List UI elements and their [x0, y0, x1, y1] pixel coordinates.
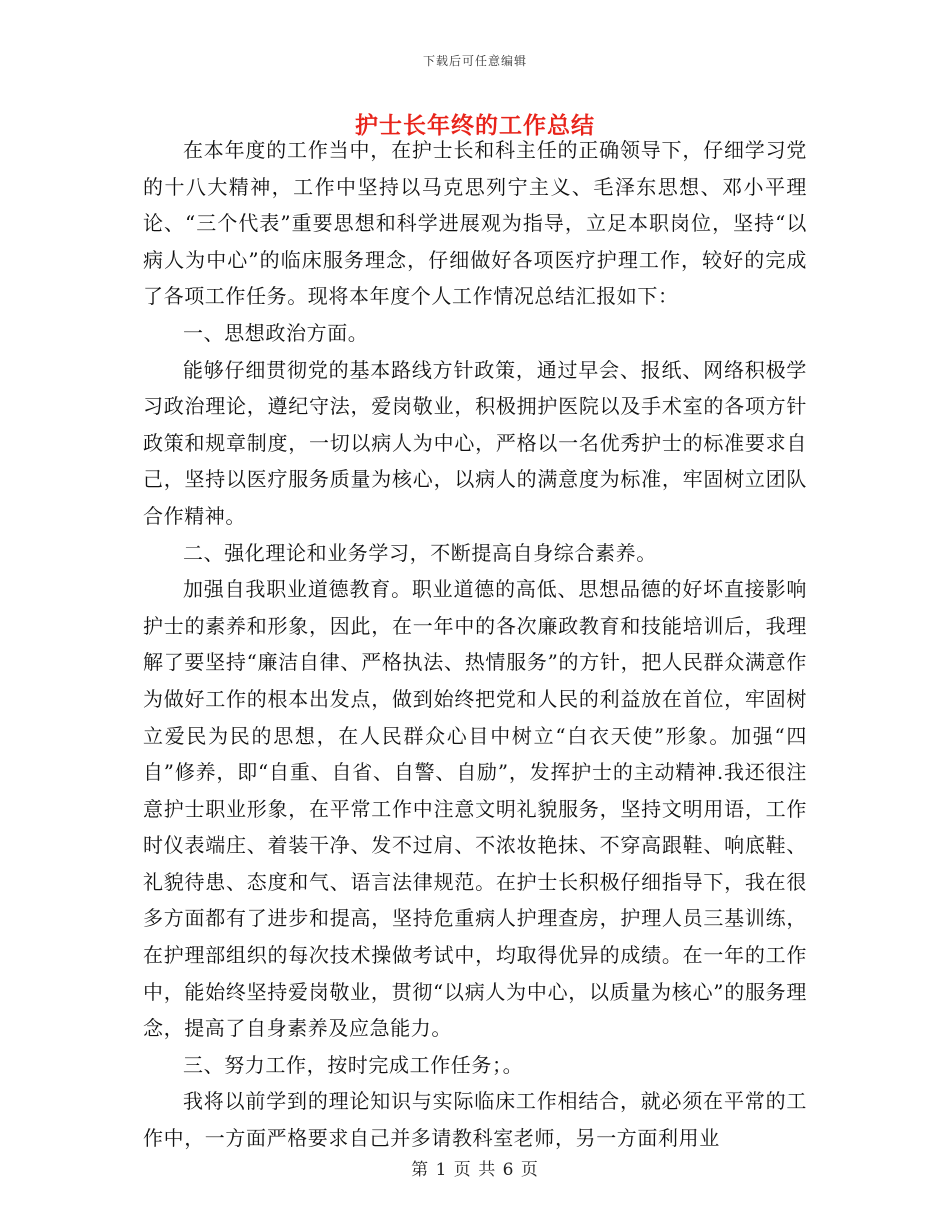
paragraph-work: 我将以前学到的理论知识与实际临床工作相结合，就必须在平常的工作中，一方面严格要求自己并多请教科室老师，另一方面利用业 [143, 1089, 807, 1151]
section-heading-1: 一、思想政治方面。 [183, 320, 369, 345]
document-title: 护士长年终的工作总结 [355, 112, 595, 139]
paragraph-study: 加强自我职业道德教育。职业道德的高低、思想品德的好坏直接影响护士的素养和形象，因此，在一年中的各次廉政教育和技能培训后，我理解了要坚持“廉洁自律、严格执法、热情服务”的方针，把人民群众满意作为做好工作的根本出发点，做到始终把党和人民的利益放在首位，牢固树立爱民为民的思想，在人民群众心目中树立“白衣天使”形象。加强“四自”修养，即“自重、自省、自警、自励”，发挥护士的主动精神.我还很注意护士职业形象，在平常工作中注意文明礼貌服务，坚持文明用语，工作时仪表端庄、着装干净、发不过肩、不浓妆艳抹、不穿高跟鞋、响底鞋、礼貌待患、态度和气、语言法律规范。在护士长积极仔细指导下，我在很多方面都有了进步和提高，坚持危重病人护理查房，护理人员三基训练，在护理部组织的每次技术操做考试中，均取得优异的成绩。在一年的工作中，能始终坚持爱岗敬业，贯彻“以病人为中心，以质量为核心”的服务理念，提高了自身素养及应急能力。 [143, 577, 807, 1041]
section-heading-3: 三、努力工作，按时完成工作任务；。 [183, 1052, 524, 1077]
section-heading-2: 二、强化理论和业务学习，不断提高自身综合素养。 [183, 540, 657, 565]
header-note: 下载后可任意编辑 [422, 54, 527, 68]
document-body [143, 132, 807, 1157]
page-number: 第 1 页 共 6 页 [411, 1160, 539, 1180]
paragraph-intro: 在本年度的工作当中，在护士长和科主任的正确领导下，仔细学习党的十八大精神，工作中坚持以马克思列宁主义、毛泽东思想、邓小平理论、“三个代表”重要思想和科学进展观为指导，立足本职岗位，坚持“以病人为中心”的临床服务理念，仔细做好各项医疗护理工作，较好的完成了各项工作任务。现将本年度个人工作情况总结汇报如下： [143, 138, 807, 309]
paragraph-political: 能够仔细贯彻党的基本路线方针政策，通过早会、报纸、网络积极学习政治理论，遵纪守法，爱岗敬业，积极拥护医院以及手术室的各项方针政策和规章制度，一切以病人为中心，严格以一名优秀护士的标准要求自己，坚持以医疗服务质量为核心，以病人的满意度为标准，牢固树立团队合作精神。 [143, 357, 807, 528]
